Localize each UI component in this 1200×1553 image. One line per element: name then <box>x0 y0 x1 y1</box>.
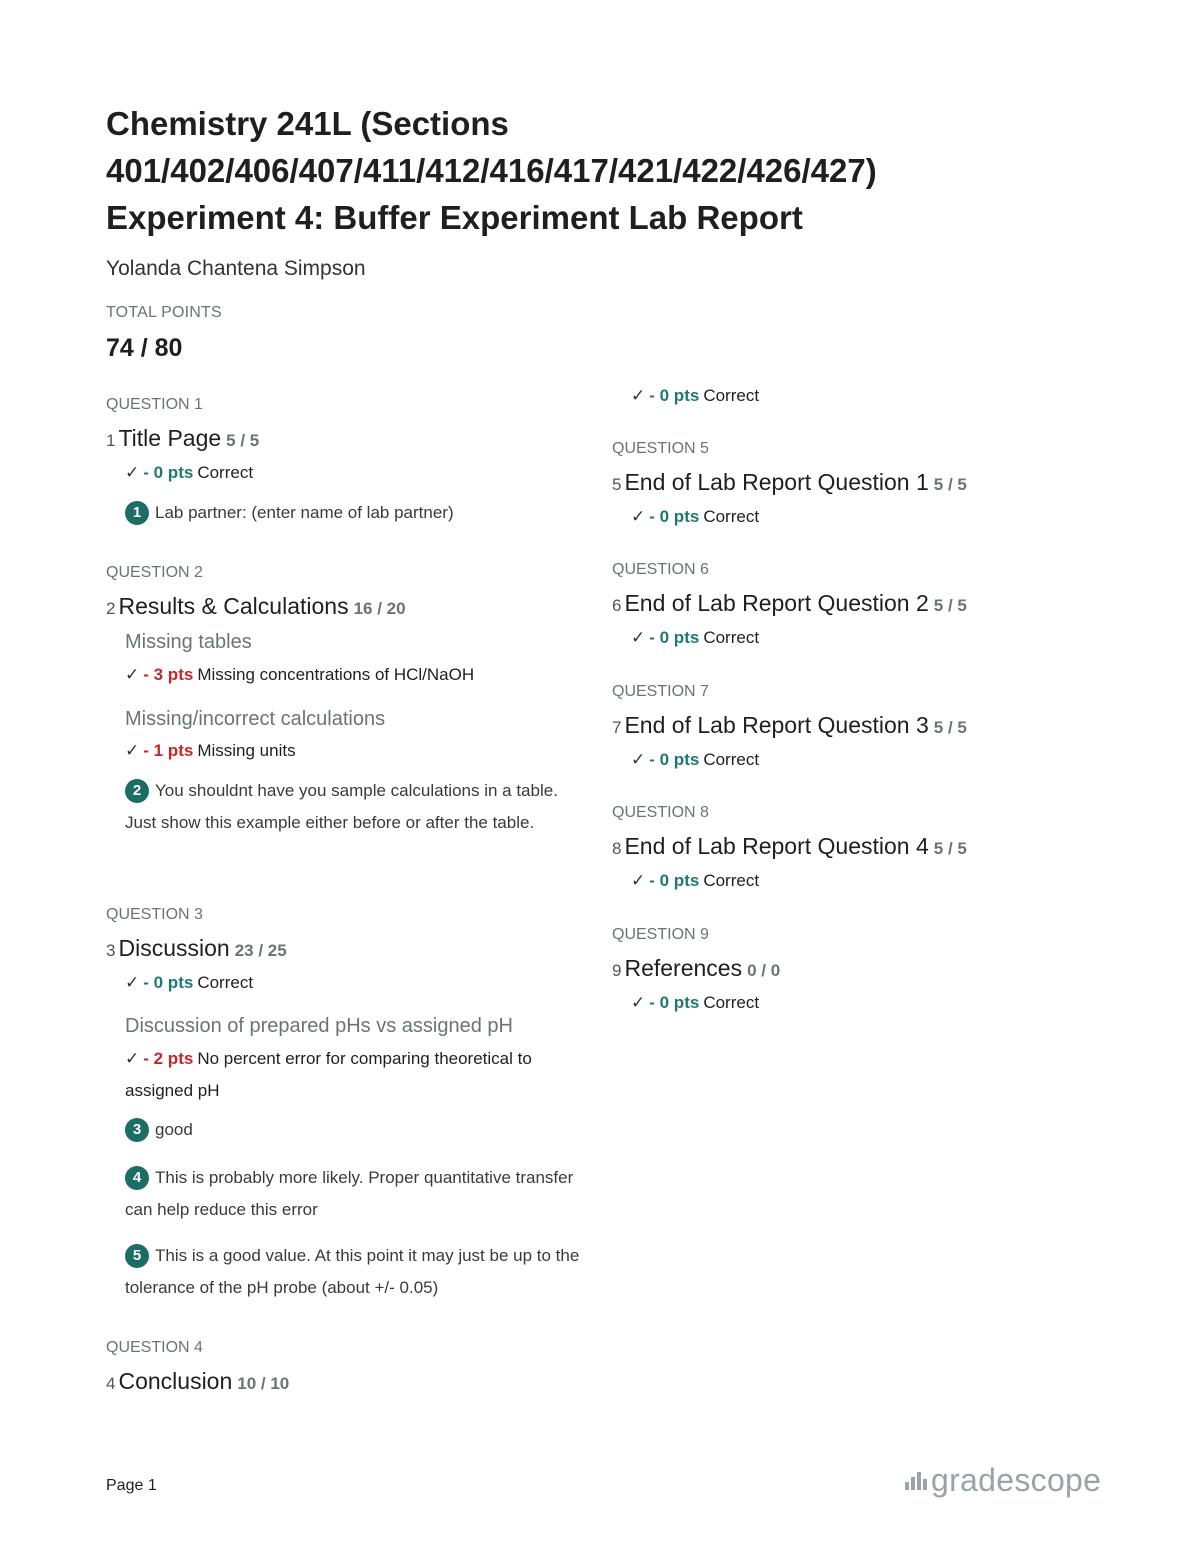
question-label: QUESTION 2 <box>106 564 203 581</box>
annotation-note <box>125 1240 590 1304</box>
rubric-text: Correct <box>703 386 760 405</box>
title-line: Experiment 4: Buffer Experiment Lab Report <box>106 199 803 236</box>
rubric-group-title: Missing tables <box>125 631 252 653</box>
question-score: 23 / 25 <box>234 941 287 960</box>
rubric-points: - 1 pts <box>143 741 194 760</box>
annotation-text: You shouldnt have you sample calculations in a table. Just show this example either before or after the table. <box>125 781 558 832</box>
rubric-points: - 0 pts <box>649 628 700 647</box>
rubric-group-title: Missing/incorrect calculations <box>125 708 386 730</box>
page-number: Page 1 <box>106 1477 157 1494</box>
bar-chart-icon <box>905 1472 927 1490</box>
check-icon: ✓ <box>631 871 646 890</box>
rubric-points: - 0 pts <box>143 973 194 992</box>
check-icon: ✓ <box>631 507 646 526</box>
annotation-note <box>125 775 590 839</box>
rubric-item <box>631 987 759 1019</box>
document-title <box>106 100 1106 241</box>
question-number: 5 <box>612 475 622 494</box>
rubric-points: - 2 pts <box>143 1049 194 1068</box>
question-score: 0 / 0 <box>747 961 781 980</box>
annotation-text: good <box>155 1120 193 1139</box>
check-icon: ✓ <box>125 463 140 482</box>
question-name: End of Lab Report Question 3 <box>624 712 929 738</box>
question-name: Title Page <box>118 425 222 451</box>
rubric-text: No percent error for comparing theoretical to assigned pH <box>125 1049 532 1100</box>
question-score: 5 / 5 <box>933 475 967 494</box>
rubric-text: Correct <box>703 750 760 769</box>
question-score: 5 / 5 <box>933 718 967 737</box>
question-score: 16 / 20 <box>353 599 406 618</box>
check-icon: ✓ <box>125 665 140 684</box>
question-name: Results & Calculations <box>118 593 349 619</box>
check-icon: ✓ <box>631 993 646 1012</box>
question-title <box>106 1368 289 1395</box>
question-name: References <box>624 955 743 981</box>
rubric-group-title: Discussion of prepared pHs vs assigned pH <box>125 1015 513 1037</box>
question-score: 5 / 5 <box>226 431 260 450</box>
check-icon: ✓ <box>125 973 140 992</box>
rubric-item <box>631 865 759 897</box>
question-label: QUESTION 1 <box>106 396 203 413</box>
rubric-item <box>125 967 253 999</box>
annotation-note <box>125 1114 590 1146</box>
title-line: 401/402/406/407/411/412/416/417/421/422/426/427) <box>106 152 877 189</box>
question-name: Conclusion <box>118 1368 233 1394</box>
question-label: QUESTION 5 <box>612 440 709 457</box>
question-title <box>106 593 406 620</box>
annotation-text: Lab partner: (enter name of lab partner) <box>155 503 454 522</box>
question-number: 6 <box>612 596 622 615</box>
question-title <box>612 469 967 496</box>
question-label: QUESTION 8 <box>612 804 709 821</box>
question-title <box>612 955 780 982</box>
rubric-points: - 0 pts <box>649 871 700 890</box>
rubric-item <box>125 659 474 691</box>
rubric-points: - 0 pts <box>649 750 700 769</box>
check-icon: ✓ <box>125 1049 140 1068</box>
rubric-points: - 0 pts <box>649 507 700 526</box>
rubric-text: Missing units <box>197 741 296 760</box>
question-title <box>612 833 967 860</box>
question-name: Discussion <box>118 935 230 961</box>
rubric-points: - 0 pts <box>143 463 194 482</box>
question-number: 7 <box>612 718 622 737</box>
gradescope-logo <box>905 1462 1101 1499</box>
question-number: 2 <box>106 599 116 618</box>
question-name: End of Lab Report Question 4 <box>624 833 929 859</box>
question-score: 5 / 5 <box>933 839 967 858</box>
check-icon: ✓ <box>631 750 646 769</box>
question-label: QUESTION 4 <box>106 1339 203 1356</box>
check-icon: ✓ <box>631 628 646 647</box>
rubric-text: Correct <box>197 973 254 992</box>
rubric-item <box>125 1043 580 1107</box>
annotation-badge: 1 <box>125 501 149 525</box>
rubric-item <box>631 622 759 654</box>
rubric-text: Correct <box>703 871 760 890</box>
question-label: QUESTION 7 <box>612 683 709 700</box>
title-line: Chemistry 241L (Sections <box>106 105 509 142</box>
rubric-item <box>125 457 253 489</box>
question-label: QUESTION 3 <box>106 906 203 923</box>
question-title <box>106 425 259 452</box>
question-title <box>612 590 967 617</box>
rubric-text: Missing concentrations of HCl/NaOH <box>197 665 475 684</box>
rubric-item <box>125 735 296 767</box>
annotation-badge: 5 <box>125 1244 149 1268</box>
question-label: QUESTION 6 <box>612 561 709 578</box>
rubric-item <box>631 744 759 776</box>
question-number: 1 <box>106 431 116 450</box>
question-label: QUESTION 9 <box>612 926 709 943</box>
rubric-text: Correct <box>703 507 760 526</box>
rubric-points: - 0 pts <box>649 993 700 1012</box>
question-number: 3 <box>106 941 116 960</box>
annotation-note <box>125 1162 590 1226</box>
annotation-badge: 2 <box>125 779 149 803</box>
rubric-text: Correct <box>703 993 760 1012</box>
total-points-value: 74 / 80 <box>106 334 183 362</box>
question-number: 4 <box>106 1374 116 1393</box>
question-score: 10 / 10 <box>237 1374 290 1393</box>
annotation-badge: 4 <box>125 1166 149 1190</box>
rubric-item <box>631 380 759 412</box>
rubric-item <box>631 501 759 533</box>
question-name: End of Lab Report Question 2 <box>624 590 929 616</box>
annotation-badge: 3 <box>125 1118 149 1142</box>
annotation-text: This is a good value. At this point it may just be up to the tolerance of the pH probe (about +/- 0.05) <box>125 1246 580 1297</box>
student-name: Yolanda Chantena Simpson <box>106 257 366 280</box>
brand-wordmark: gradescope <box>931 1462 1102 1498</box>
rubric-text: Correct <box>703 628 760 647</box>
question-number: 8 <box>612 839 622 858</box>
annotation-note <box>125 497 590 529</box>
rubric-points: - 0 pts <box>649 386 700 405</box>
question-name: End of Lab Report Question 1 <box>624 469 929 495</box>
total-points-label: TOTAL POINTS <box>106 304 222 321</box>
check-icon: ✓ <box>125 741 140 760</box>
question-score: 5 / 5 <box>933 596 967 615</box>
annotation-text: This is probably more likely. Proper quantitative transfer can help reduce this error <box>125 1168 574 1219</box>
question-number: 9 <box>612 961 622 980</box>
question-title <box>106 935 287 962</box>
rubric-text: Correct <box>197 463 254 482</box>
check-icon: ✓ <box>631 386 646 405</box>
question-title <box>612 712 967 739</box>
rubric-points: - 3 pts <box>143 665 194 684</box>
